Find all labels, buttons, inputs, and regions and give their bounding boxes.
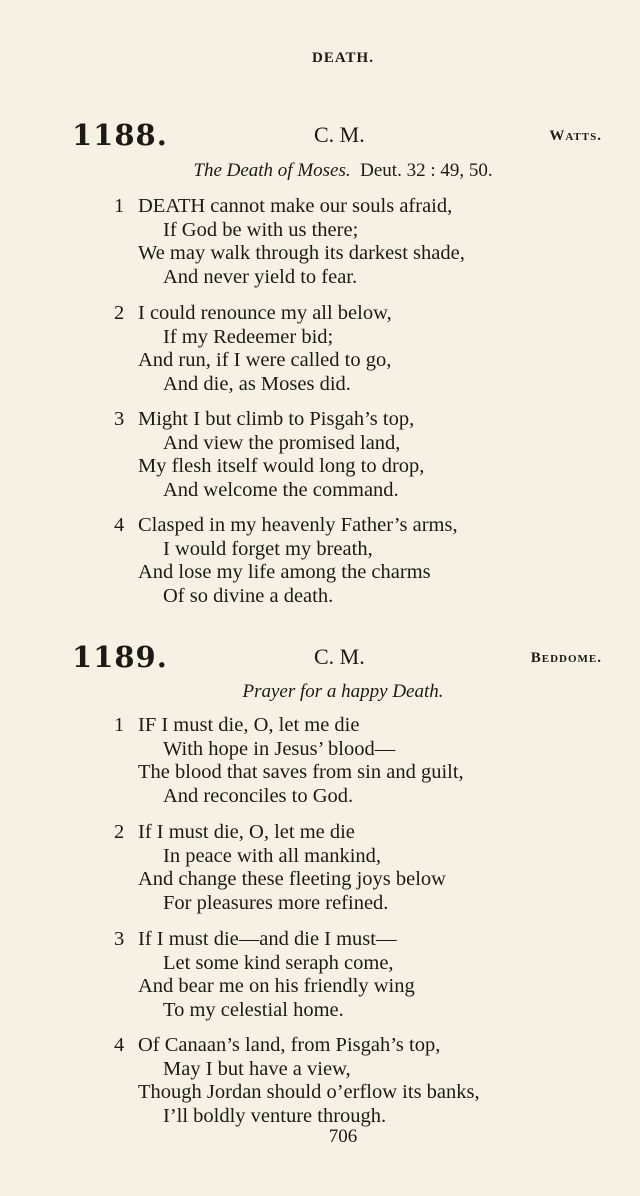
verse-line: And welcome the command. — [163, 478, 399, 501]
verse-line: For pleasures more refined. — [163, 891, 389, 914]
verse — [0, 1034, 640, 1128]
verse-number: 2 — [114, 302, 125, 324]
verse-line: And bear me on his friendly wing — [138, 975, 415, 997]
hymn-tune: Watts. — [549, 128, 602, 144]
hymn-number: 1189. — [72, 640, 168, 674]
verse-line: Of Canaan’s land, from Pisgah’s top, — [138, 1034, 441, 1056]
verse-line: Might I but climb to Pisgah’s top, — [138, 408, 415, 430]
verse-number: 4 — [114, 514, 125, 536]
verse-line: Clasped in my heavenly Father’s arms, — [138, 514, 458, 536]
hymn-header-1189 — [0, 640, 640, 674]
verse-line: If I must die—and die I must— — [138, 928, 397, 950]
verse-number: 1 — [114, 195, 125, 217]
verse-line: Let some kind seraph come, — [163, 951, 394, 974]
hymn-title-text: The Death of Moses. — [193, 160, 351, 181]
verse-number: 1 — [114, 714, 125, 736]
verse-line: If I must die, O, let me die — [138, 821, 355, 843]
verse-line: In peace with all mankind, — [163, 844, 382, 867]
hymn-title-text: Prayer for a happy Death. — [242, 681, 444, 702]
verse-line: And die, as Moses did. — [163, 372, 351, 395]
verse-line: And change these fleeting joys below — [138, 868, 446, 890]
verse-line: My flesh itself would long to drop, — [138, 455, 425, 477]
verse — [0, 714, 640, 808]
verse — [0, 302, 640, 396]
running-head: DEATH. — [312, 50, 374, 66]
verse-line: And run, if I were called to go, — [138, 349, 392, 371]
verse-line: If God be with us there; — [163, 218, 359, 241]
verse-line: And view the promised land, — [163, 431, 401, 454]
verse-number: 3 — [114, 408, 125, 430]
hymn-tune: Beddome. — [530, 650, 602, 666]
hymn-title-1188 — [0, 160, 640, 182]
verse-line: I would forget my breath, — [163, 537, 373, 560]
hymn-header-1188 — [0, 118, 640, 152]
verse-line: Of so divine a death. — [163, 584, 334, 607]
verse-line: IF I must die, O, let me die — [138, 714, 360, 736]
hymn-meter: C. M. — [314, 122, 365, 147]
verse-line: Though Jordan should o’erflow its banks, — [138, 1081, 480, 1103]
verse — [0, 408, 640, 502]
verse-line: And lose my life among the charms — [138, 561, 431, 583]
verse-line: To my celestial home. — [163, 998, 344, 1021]
verse — [0, 514, 640, 608]
verse — [0, 821, 640, 915]
hymn-title-1189 — [0, 681, 640, 703]
hymn-number: 1188. — [72, 118, 168, 152]
verse-number: 4 — [114, 1034, 125, 1056]
verse-line: I’ll boldly venture through. — [163, 1104, 387, 1127]
verse-line: If my Redeemer bid; — [163, 325, 334, 348]
verse-line: The blood that saves from sin and guilt, — [138, 761, 464, 783]
verse — [0, 195, 640, 289]
verse-line: With hope in Jesus’ blood— — [163, 737, 396, 760]
verse-line: I could renounce my all below, — [138, 302, 392, 324]
verse — [0, 928, 640, 1022]
page-number: 706 — [328, 1126, 358, 1147]
verse-number: 2 — [114, 821, 125, 843]
verse-line: And never yield to fear. — [163, 265, 358, 288]
verse-line: We may walk through its darkest shade, — [138, 242, 465, 264]
hymn-meter: C. M. — [314, 644, 365, 669]
verse-number: 3 — [114, 928, 125, 950]
verse-line: DEATH cannot make our souls afraid, — [138, 195, 453, 217]
scripture-reference: Deut. 32 : 49, 50. — [360, 160, 493, 181]
verse-line: And reconciles to God. — [163, 784, 354, 807]
verse-line: May I but have a view, — [163, 1057, 351, 1080]
